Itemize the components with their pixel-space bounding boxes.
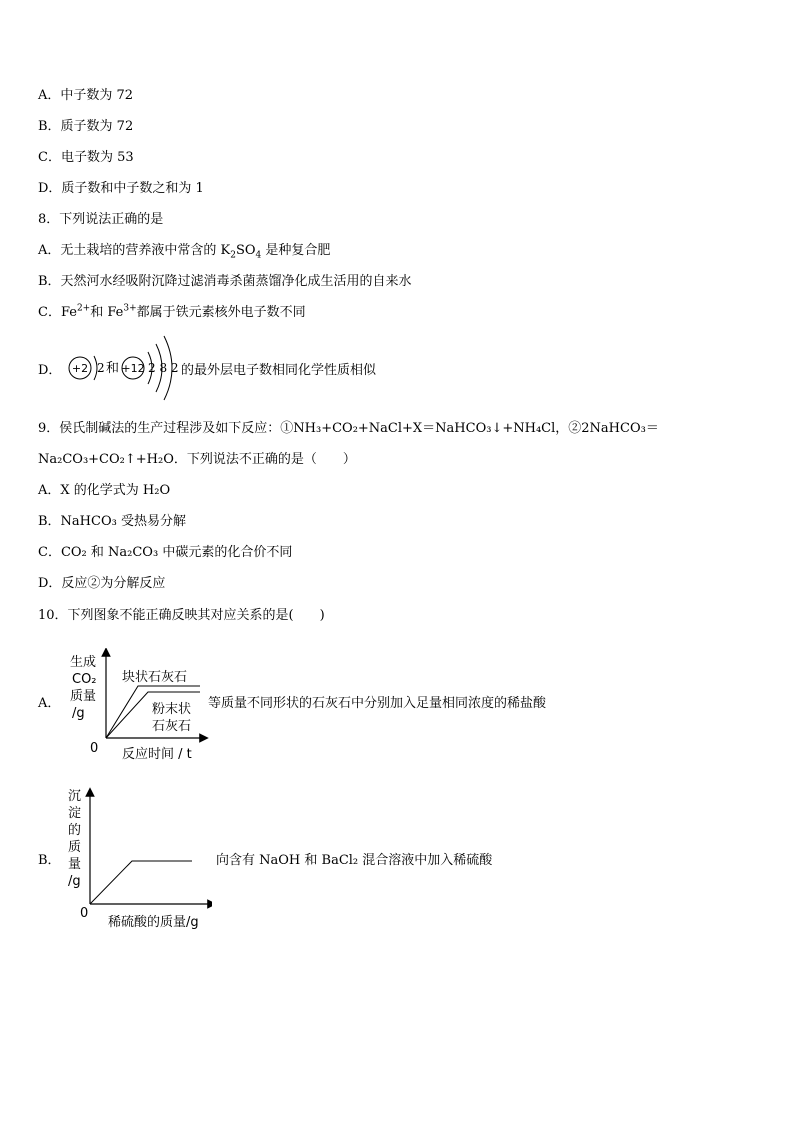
svg-text:+2: +2 [71, 362, 89, 375]
q9-option-d: D．反应②为分解反应 [38, 576, 166, 591]
graph-limestone-co2 [62, 648, 212, 763]
svg-text:沉: 沉 [68, 789, 82, 804]
q10-option-b-caption: 向含有 NaOH 和 BaCl₂ 混合溶液中加入稀硫酸 [216, 853, 493, 868]
svg-text:质: 质 [68, 840, 82, 855]
q10-option-b-label: B． [38, 853, 61, 868]
svg-text:+12: +12 [121, 362, 145, 375]
and-text: 和 [106, 361, 120, 376]
series-precipitate [90, 861, 192, 904]
q8-option-d-label: D． [38, 363, 62, 378]
svg-text:/g: /g [68, 874, 81, 889]
svg-text:的: 的 [68, 823, 82, 838]
svg-text:淀: 淀 [68, 806, 82, 821]
q8-option-b: B．天然河水经吸附沉降过滤消毒杀菌蒸馏净化成生活用的自来水 [38, 274, 412, 289]
svg-text:稀硫酸的质量/g: 稀硫酸的质量/g [108, 915, 199, 930]
graph-precipitate-mass [62, 784, 212, 934]
svg-text:反应时间 / t: 反应时间 / t [122, 747, 192, 762]
q7-option-a: A．中子数为 72 [38, 88, 134, 103]
svg-text:2 8 2: 2 8 2 [148, 361, 179, 375]
q8-option-d-text: 的最外层电子数相同化学性质相似 [181, 363, 377, 378]
atom-diagram-helium [69, 356, 105, 380]
atom-diagram-magnesium [121, 336, 178, 400]
q9-stem-line2: Na₂CO₃+CO₂↑+H₂O．下列说法不正确的是（ ） [38, 452, 356, 467]
q9-option-c: C．CO₂ 和 Na₂CO₃ 中碳元素的化合价不同 [38, 545, 293, 560]
svg-text:质量: 质量 [70, 689, 97, 704]
svg-text:粉末状: 粉末状 [152, 702, 192, 717]
q7-option-c: C．电子数为 53 [38, 150, 134, 165]
svg-text:2: 2 [97, 361, 105, 375]
svg-text:生成: 生成 [70, 655, 97, 670]
q7-option-d: D．质子数和中子数之和为 1 [38, 181, 204, 196]
svg-text:石灰石: 石灰石 [152, 719, 192, 734]
q9-option-a: A．X 的化学式为 H₂O [38, 483, 171, 498]
svg-text:0: 0 [90, 741, 99, 756]
q8-stem: 8．下列说法正确的是 [38, 212, 164, 227]
q10-option-a-caption: 等质量不同形状的石灰石中分别加入足量相同浓度的稀盐酸 [208, 696, 547, 711]
q9-option-b: B．NaHCO₃ 受热易分解 [38, 514, 186, 529]
svg-text:块状石灰石: 块状石灰石 [122, 670, 188, 685]
svg-text:量: 量 [68, 857, 82, 872]
svg-text:/g: /g [72, 706, 85, 721]
q10-option-a-label: A． [38, 696, 61, 711]
svg-text:0: 0 [80, 906, 89, 921]
q8-option-c: C．$Fe^{2+}$和 $Fe^{3+}$都属于铁元素核外电子数不同 [38, 303, 306, 320]
svg-text:CO₂: CO₂ [72, 672, 97, 687]
q8-option-a: A．无土栽培的营养液中常含的 $K_2SO_4$ 是种复合肥 [38, 243, 331, 261]
q7-option-b: B．质子数为 72 [38, 119, 134, 134]
q10-stem: 10．下列图象不能正确反映其对应关系的是( ) [38, 608, 325, 623]
q9-stem-line1: 9．侯氏制碱法的生产过程涉及如下反应：①NH₃+CO₂+NaCl+X＝NaHCO₃↓+NH₄Cl，②2NaHCO₃＝ [38, 421, 659, 436]
